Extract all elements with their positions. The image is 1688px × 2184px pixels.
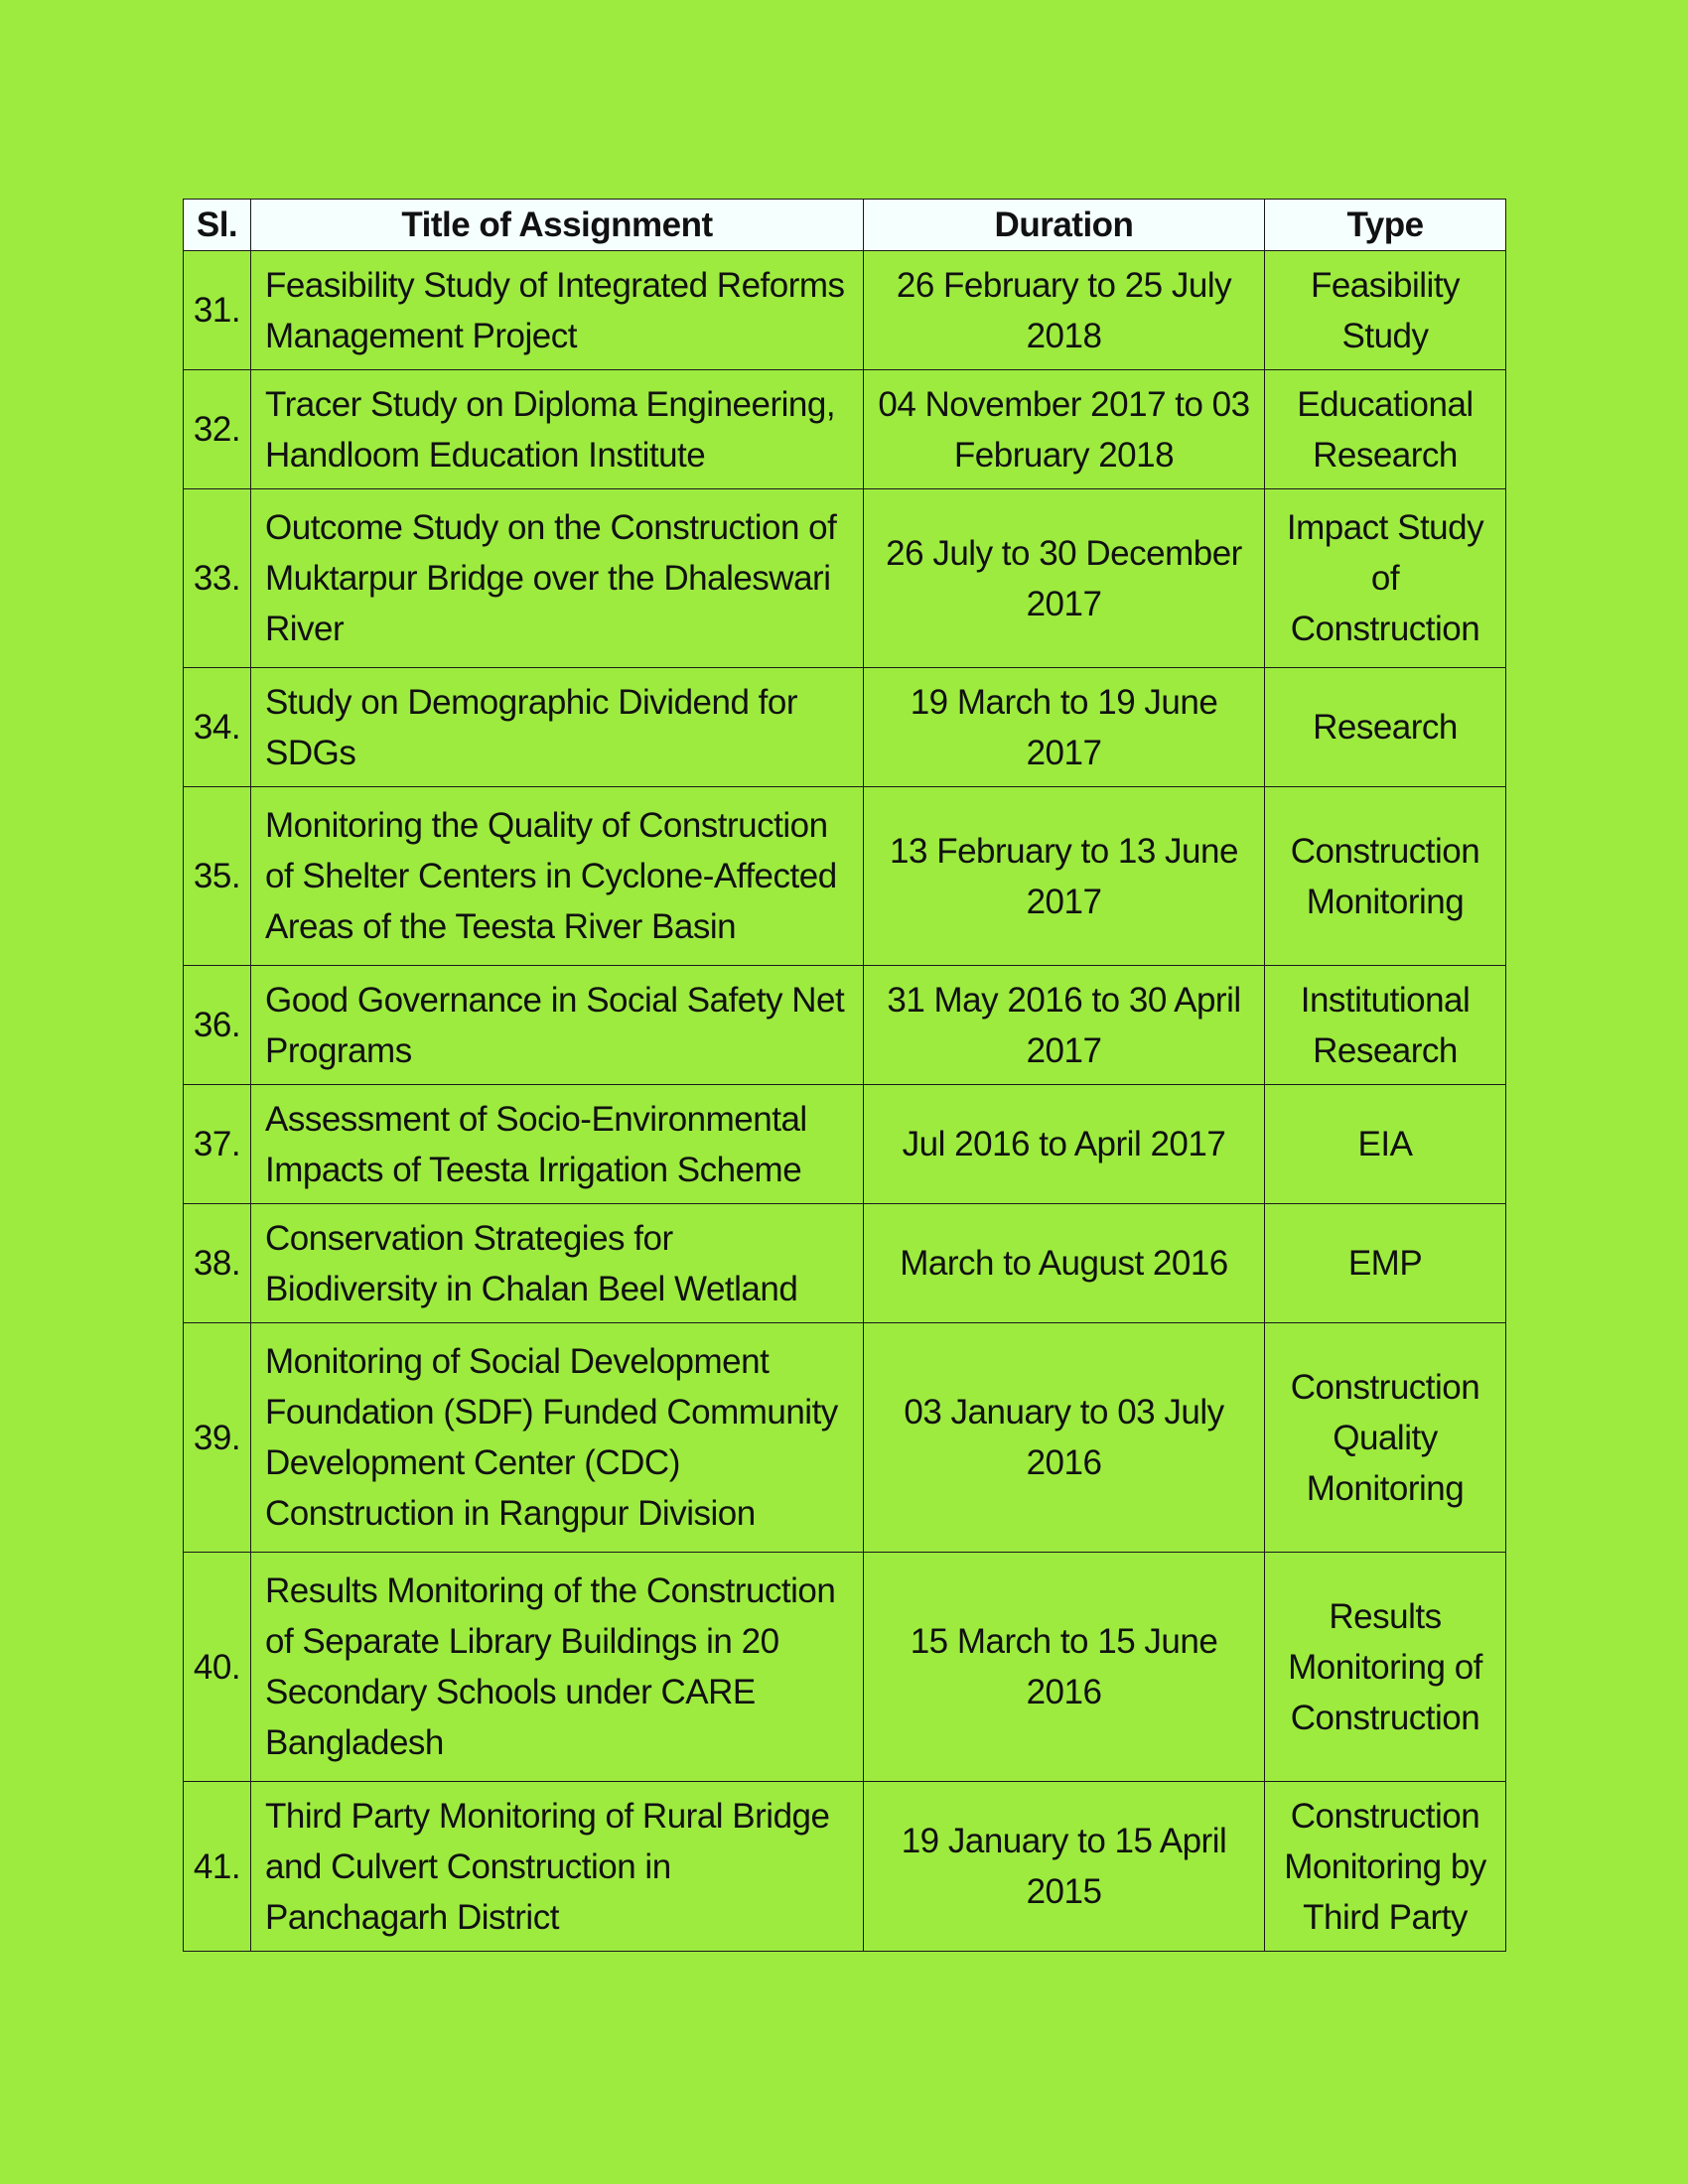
table-row — [184, 1553, 1506, 1782]
cell-type: Institutional Research — [1265, 966, 1506, 1085]
header-type: Type — [1265, 200, 1506, 251]
cell-duration: 26 July to 30 December 2017 — [864, 489, 1265, 668]
table-row — [184, 1323, 1506, 1553]
cell-sl: 41. — [184, 1782, 251, 1952]
cell-sl: 40. — [184, 1553, 251, 1782]
cell-sl: 31. — [184, 251, 251, 370]
table-row — [184, 251, 1506, 370]
cell-duration: 26 February to 25 July 2018 — [864, 251, 1265, 370]
cell-title: Tracer Study on Diploma Engineering, Handloom Education Institute — [251, 370, 864, 489]
table-row — [184, 966, 1506, 1085]
table-header — [184, 200, 1506, 251]
cell-sl: 38. — [184, 1204, 251, 1323]
header-title: Title of Assignment — [251, 200, 864, 251]
table-row — [184, 489, 1506, 668]
cell-type: Results Monitoring of Construction — [1265, 1553, 1506, 1782]
cell-duration: 31 May 2016 to 30 April 2017 — [864, 966, 1265, 1085]
cell-sl: 34. — [184, 668, 251, 787]
cell-duration: March to August 2016 — [864, 1204, 1265, 1323]
table-body — [184, 251, 1506, 1952]
cell-type: Feasibility Study — [1265, 251, 1506, 370]
cell-type: Impact Study of Construction — [1265, 489, 1506, 668]
table-row — [184, 787, 1506, 966]
cell-sl: 39. — [184, 1323, 251, 1553]
table-row — [184, 370, 1506, 489]
cell-type: EIA — [1265, 1085, 1506, 1204]
cell-duration: 19 March to 19 June 2017 — [864, 668, 1265, 787]
cell-sl: 37. — [184, 1085, 251, 1204]
cell-sl: 36. — [184, 966, 251, 1085]
cell-title: Feasibility Study of Integrated Reforms Management Project — [251, 251, 864, 370]
cell-type: EMP — [1265, 1204, 1506, 1323]
cell-title: Conservation Strategies for Biodiversity in Chalan Beel Wetland — [251, 1204, 864, 1323]
cell-title: Results Monitoring of the Construction of Separate Library Buildings in 20 Secondary Schools under CARE Bangladesh — [251, 1553, 864, 1782]
cell-title: Outcome Study on the Construction of Muktarpur Bridge over the Dhaleswari River — [251, 489, 864, 668]
cell-type: Educational Research — [1265, 370, 1506, 489]
cell-type: Research — [1265, 668, 1506, 787]
table-row — [184, 1782, 1506, 1952]
cell-type: Construction Quality Monitoring — [1265, 1323, 1506, 1553]
cell-duration: 04 November 2017 to 03 February 2018 — [864, 370, 1265, 489]
cell-duration: 19 January to 15 April 2015 — [864, 1782, 1265, 1952]
header-duration: Duration — [864, 200, 1265, 251]
cell-type: Construction Monitoring — [1265, 787, 1506, 966]
cell-duration: 13 February to 13 June 2017 — [864, 787, 1265, 966]
cell-title: Third Party Monitoring of Rural Bridge and Culvert Construction in Panchagarh District — [251, 1782, 864, 1952]
table-row — [184, 1085, 1506, 1204]
cell-title: Assessment of Socio-Environmental Impacts of Teesta Irrigation Scheme — [251, 1085, 864, 1204]
cell-sl: 33. — [184, 489, 251, 668]
cell-sl: 35. — [184, 787, 251, 966]
assignments-table — [183, 199, 1506, 1952]
cell-title: Good Governance in Social Safety Net Programs — [251, 966, 864, 1085]
cell-duration: 03 January to 03 July 2016 — [864, 1323, 1265, 1553]
cell-type: Construction Monitoring by Third Party — [1265, 1782, 1506, 1952]
cell-title: Monitoring of Social Development Foundation (SDF) Funded Community Development Center (CDC) Construction in Rangpur Division — [251, 1323, 864, 1553]
header-row — [184, 200, 1506, 251]
cell-duration: Jul 2016 to April 2017 — [864, 1085, 1265, 1204]
cell-title: Monitoring the Quality of Construction of Shelter Centers in Cyclone-Affected Areas of the Teesta River Basin — [251, 787, 864, 966]
cell-duration: 15 March to 15 June 2016 — [864, 1553, 1265, 1782]
table-row — [184, 1204, 1506, 1323]
cell-sl: 32. — [184, 370, 251, 489]
header-sl: Sl. — [184, 200, 251, 251]
cell-title: Study on Demographic Dividend for SDGs — [251, 668, 864, 787]
table-row — [184, 668, 1506, 787]
